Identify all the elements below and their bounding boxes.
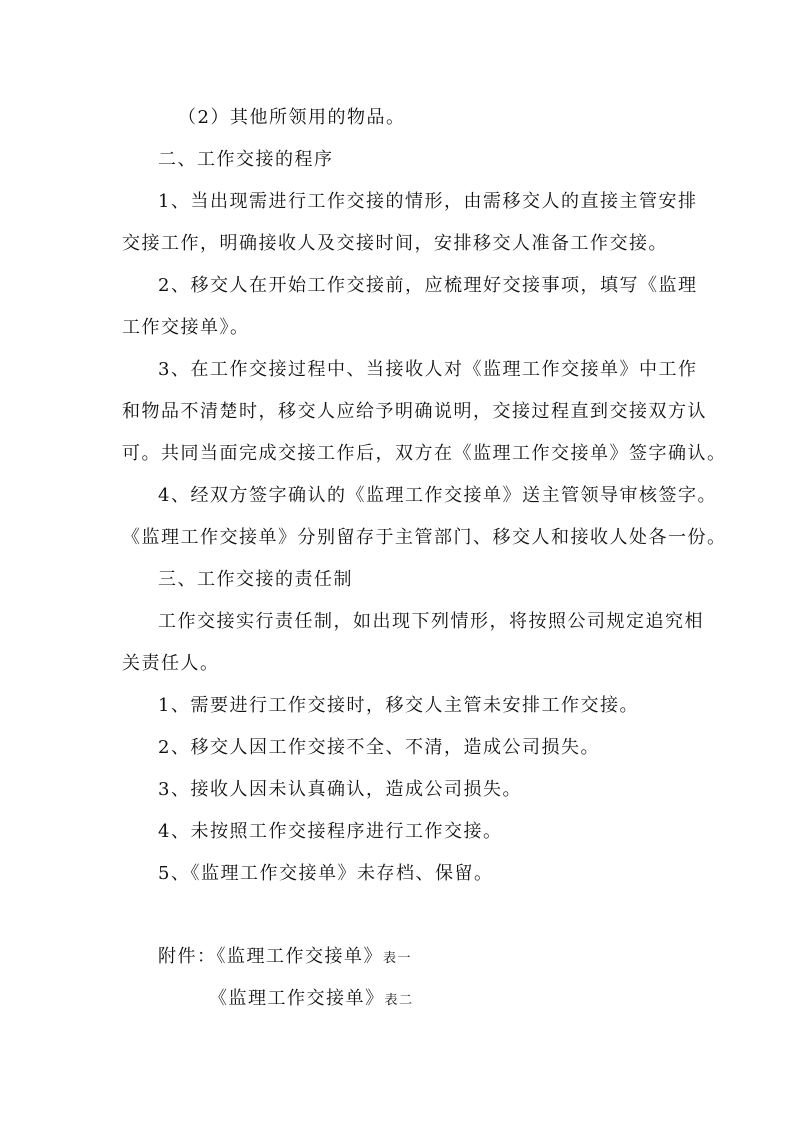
section2-item4-line2: 《监理工作交接单》分别留存于主管部门、移交人和接收人处各一份。 [122, 527, 727, 548]
section3-item4: 4、未按照工作交接程序进行工作交接。 [158, 821, 503, 842]
section3-heading: 三、工作交接的责任制 [158, 569, 353, 590]
section3-intro-line2: 关责任人。 [122, 653, 220, 674]
attachments-suffix2: 表二 [384, 993, 414, 1008]
section2-item3-line3: 可。共同当面完成交接工作后，双方在《监理工作交接单》签字确认。 [122, 443, 727, 464]
section2-heading: 二、工作交接的程序 [158, 149, 334, 170]
attachments-line2 [209, 987, 414, 1013]
attachments-label2: 《监理工作交接单》 [209, 988, 385, 1009]
section1-item2: （2）其他所领用的物品。 [178, 107, 406, 128]
section2-item3-line2: 和物品不清楚时，移交人应给予明确说明，交接过程直到交接双方认 [122, 401, 707, 422]
attachments-label1: 附件：《监理工作交接单》 [158, 946, 383, 967]
attachments-suffix1: 表一 [383, 951, 413, 966]
section3-item5: 5、《监理工作交接单》未存档、保留。 [158, 863, 494, 884]
section2-item2-line2: 工作交接单》。 [122, 317, 250, 338]
section2-item1-line1: 1、当出现需进行工作交接的情形，由需移交人的直接主管安排 [158, 191, 698, 212]
section3-item2: 2、移交人因工作交接不全、不清，造成公司损失。 [158, 737, 600, 758]
section3-item1: 1、需要进行工作交接时，移交人主管未安排工作交接。 [158, 695, 639, 716]
section2-item3-line1: 3、在工作交接过程中、当接收人对《监理工作交接单》中工作 [158, 359, 698, 380]
attachments-line1 [158, 945, 412, 971]
section2-item1-line2: 交接工作，明确接收人及交接时间，安排移交人准备工作交接。 [122, 233, 668, 254]
section3-item3: 3、接收人因未认真确认，造成公司损失。 [158, 779, 522, 800]
section2-item2-line1: 2、移交人在开始工作交接前，应梳理好交接事项，填写《监理 [158, 275, 698, 296]
section2-item4-line1: 4、经双方签字确认的《监理工作交接单》送主管领导审核签字。 [158, 485, 717, 506]
section3-intro-line1: 工作交接实行责任制，如出现下列情形，将按照公司规定追究相 [158, 611, 704, 632]
